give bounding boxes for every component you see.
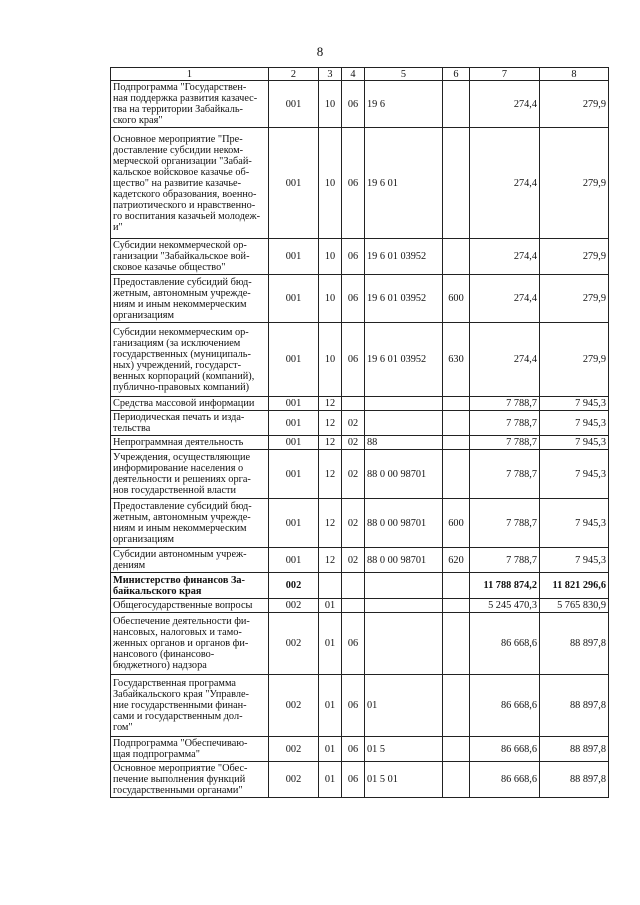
expense-type-cell	[443, 128, 470, 239]
target-article-cell: 19 6 01 03952	[365, 239, 443, 275]
row-name-cell: Периодическая печать и изда- тельства	[111, 411, 269, 436]
column-header: 5	[365, 68, 443, 81]
admin-code-cell: 001	[269, 239, 319, 275]
section-code-cell: 10	[319, 323, 342, 397]
expense-type-cell: 620	[443, 548, 470, 573]
section-code-cell: 01	[319, 613, 342, 675]
admin-code-cell: 001	[269, 411, 319, 436]
target-article-cell: 88 0 00 98701	[365, 548, 443, 573]
expense-type-cell	[443, 239, 470, 275]
section-code-cell: 01	[319, 675, 342, 737]
row-name-cell: Министерство финансов За- байкальского края	[111, 573, 269, 599]
row-name-cell: Предоставление субсидий бюд- жетным, автономным учрежде- ниям и иным некоммерческим организациям	[111, 275, 269, 323]
expense-type-cell	[443, 599, 470, 613]
expense-type-cell	[443, 81, 470, 128]
section-code-cell: 10	[319, 239, 342, 275]
amount-cell: 7 945,3	[540, 436, 609, 450]
subsection-code-cell	[342, 573, 365, 599]
amount-cell: 86 668,6	[470, 762, 540, 798]
table-row	[111, 397, 609, 411]
row-name-cell: Подпрограмма "Государствен- ная поддержка развития казачес- тва на территории Забайкаль- ского края"	[111, 81, 269, 128]
table-body	[111, 81, 609, 798]
subsection-code-cell: 02	[342, 499, 365, 548]
target-article-cell: 19 6 01 03952	[365, 275, 443, 323]
target-article-cell	[365, 573, 443, 599]
amount-cell: 11 788 874,2	[470, 573, 540, 599]
admin-code-cell: 001	[269, 436, 319, 450]
amount-cell: 279,9	[540, 81, 609, 128]
admin-code-cell: 002	[269, 762, 319, 798]
expense-type-cell	[443, 573, 470, 599]
amount-cell: 7 788,7	[470, 499, 540, 548]
table-header-row	[111, 68, 609, 81]
column-header: 4	[342, 68, 365, 81]
subsection-code-cell: 06	[342, 675, 365, 737]
target-article-cell: 01	[365, 675, 443, 737]
section-code-cell: 12	[319, 411, 342, 436]
admin-code-cell: 001	[269, 275, 319, 323]
subsection-code-cell: 06	[342, 737, 365, 762]
row-name-cell: Обеспечение деятельности фи- нансовых, налоговых и тамо- женных органов и органов фи- нансового (финансово- бюджетного) надзора	[111, 613, 269, 675]
target-article-cell: 19 6 01	[365, 128, 443, 239]
amount-cell: 7 788,7	[470, 450, 540, 499]
target-article-cell: 88 0 00 98701	[365, 499, 443, 548]
amount-cell: 7 788,7	[470, 436, 540, 450]
table-row	[111, 573, 609, 599]
amount-cell: 7 945,3	[540, 397, 609, 411]
row-name-cell: Субсидии некоммерческим ор- ганизациям (за исключением государственных (муниципаль- ных) учреждений, государст- венных корпораций (компаний), публично-правовых компаний)	[111, 323, 269, 397]
admin-code-cell: 002	[269, 675, 319, 737]
target-article-cell: 88 0 00 98701	[365, 450, 443, 499]
expense-type-cell	[443, 411, 470, 436]
row-name-cell: Средства массовой информации	[111, 397, 269, 411]
column-header: 2	[269, 68, 319, 81]
target-article-cell	[365, 411, 443, 436]
row-name-cell: Непрограммная деятельность	[111, 436, 269, 450]
admin-code-cell: 001	[269, 81, 319, 128]
subsection-code-cell	[342, 397, 365, 411]
amount-cell: 7 788,7	[470, 548, 540, 573]
amount-cell: 88 897,8	[540, 762, 609, 798]
amount-cell: 279,9	[540, 128, 609, 239]
subsection-code-cell: 06	[342, 275, 365, 323]
section-code-cell: 01	[319, 599, 342, 613]
column-header: 8	[540, 68, 609, 81]
column-header: 7	[470, 68, 540, 81]
column-header: 6	[443, 68, 470, 81]
admin-code-cell: 002	[269, 613, 319, 675]
target-article-cell	[365, 599, 443, 613]
row-name-cell: Основное мероприятие "Обес- печение выполнения функций государственными органами"	[111, 762, 269, 798]
expense-type-cell	[443, 762, 470, 798]
target-article-cell	[365, 397, 443, 411]
admin-code-cell: 002	[269, 599, 319, 613]
admin-code-cell: 002	[269, 737, 319, 762]
amount-cell: 274,4	[470, 128, 540, 239]
table-row	[111, 737, 609, 762]
amount-cell: 5 245 470,3	[470, 599, 540, 613]
amount-cell: 88 897,8	[540, 613, 609, 675]
amount-cell: 279,9	[540, 323, 609, 397]
subsection-code-cell: 06	[342, 323, 365, 397]
amount-cell: 11 821 296,6	[540, 573, 609, 599]
table-row	[111, 411, 609, 436]
amount-cell: 279,9	[540, 275, 609, 323]
section-code-cell: 10	[319, 275, 342, 323]
section-code-cell: 12	[319, 450, 342, 499]
page-number: 8	[316, 44, 324, 59]
target-article-cell	[365, 613, 443, 675]
subsection-code-cell: 06	[342, 81, 365, 128]
table-row	[111, 436, 609, 450]
table-row	[111, 450, 609, 499]
admin-code-cell: 001	[269, 128, 319, 239]
subsection-code-cell: 06	[342, 239, 365, 275]
row-name-cell: Субсидии автономным учреж- дениям	[111, 548, 269, 573]
amount-cell: 7 945,3	[540, 548, 609, 573]
section-code-cell: 10	[319, 81, 342, 128]
target-article-cell: 01 5	[365, 737, 443, 762]
amount-cell: 86 668,6	[470, 613, 540, 675]
target-article-cell: 88	[365, 436, 443, 450]
amount-cell: 88 897,8	[540, 737, 609, 762]
expense-type-cell	[443, 737, 470, 762]
expense-type-cell	[443, 675, 470, 737]
section-code-cell: 01	[319, 737, 342, 762]
subsection-code-cell: 02	[342, 450, 365, 499]
row-name-cell: Государственная программа Забайкальского края "Управле- ние государственными финан- сами и государственным дол- гом"	[111, 675, 269, 737]
row-name-cell: Подпрограмма "Обеспечиваю- щая подпрограмма"	[111, 737, 269, 762]
expense-type-cell: 600	[443, 275, 470, 323]
amount-cell: 7 945,3	[540, 450, 609, 499]
section-code-cell: 10	[319, 128, 342, 239]
table-row	[111, 599, 609, 613]
amount-cell: 274,4	[470, 239, 540, 275]
section-code-cell	[319, 573, 342, 599]
subsection-code-cell: 06	[342, 762, 365, 798]
section-code-cell: 12	[319, 548, 342, 573]
section-code-cell: 12	[319, 397, 342, 411]
admin-code-cell: 002	[269, 573, 319, 599]
row-name-cell: Субсидии некоммерческой ор- ганизации "Забайкальское вой- сковое казачье общество"	[111, 239, 269, 275]
target-article-cell: 19 6	[365, 81, 443, 128]
table-row	[111, 613, 609, 675]
target-article-cell: 01 5 01	[365, 762, 443, 798]
amount-cell: 274,4	[470, 275, 540, 323]
row-name-cell: Общегосударственные вопросы	[111, 599, 269, 613]
admin-code-cell: 001	[269, 397, 319, 411]
table-row	[111, 128, 609, 239]
amount-cell: 7 788,7	[470, 397, 540, 411]
target-article-cell: 19 6 01 03952	[365, 323, 443, 397]
section-code-cell: 01	[319, 762, 342, 798]
expense-type-cell	[443, 397, 470, 411]
amount-cell: 7 945,3	[540, 499, 609, 548]
row-name-cell: Основное мероприятие "Пре- доставление субсидии неком- мерческой организации "Забай- кальское войсковое казачье об- щество" на развитие казачье- кадетского образования, военно- патриотического и нравственно- го воспитания казачьей молодеж- и"	[111, 128, 269, 239]
row-name-cell: Учреждения, осуществляющие информирование населения о деятельности и решениях орга- нов государственной власти	[111, 450, 269, 499]
table-row	[111, 499, 609, 548]
table-row	[111, 548, 609, 573]
amount-cell: 279,9	[540, 239, 609, 275]
table-row	[111, 675, 609, 737]
table-row	[111, 762, 609, 798]
amount-cell: 274,4	[470, 323, 540, 397]
subsection-code-cell: 06	[342, 128, 365, 239]
section-code-cell: 12	[319, 499, 342, 548]
amount-cell: 5 765 830,9	[540, 599, 609, 613]
amount-cell: 86 668,6	[470, 675, 540, 737]
admin-code-cell: 001	[269, 548, 319, 573]
column-header: 3	[319, 68, 342, 81]
amount-cell: 86 668,6	[470, 737, 540, 762]
subsection-code-cell: 06	[342, 613, 365, 675]
amount-cell: 274,4	[470, 81, 540, 128]
expense-type-cell: 630	[443, 323, 470, 397]
row-name-cell: Предоставление субсидий бюд- жетным, автономным учрежде- ниям и иным некоммерческим организациям	[111, 499, 269, 548]
section-code-cell: 12	[319, 436, 342, 450]
table-row	[111, 239, 609, 275]
column-header: 1	[111, 68, 269, 81]
admin-code-cell: 001	[269, 450, 319, 499]
table-row	[111, 275, 609, 323]
subsection-code-cell: 02	[342, 436, 365, 450]
admin-code-cell: 001	[269, 323, 319, 397]
table-row	[111, 323, 609, 397]
table-row	[111, 81, 609, 128]
subsection-code-cell	[342, 599, 365, 613]
budget-table	[110, 67, 609, 798]
expense-type-cell	[443, 450, 470, 499]
subsection-code-cell: 02	[342, 411, 365, 436]
admin-code-cell: 001	[269, 499, 319, 548]
expense-type-cell	[443, 436, 470, 450]
amount-cell: 7 788,7	[470, 411, 540, 436]
subsection-code-cell: 02	[342, 548, 365, 573]
expense-type-cell	[443, 613, 470, 675]
expense-type-cell: 600	[443, 499, 470, 548]
amount-cell: 88 897,8	[540, 675, 609, 737]
amount-cell: 7 945,3	[540, 411, 609, 436]
